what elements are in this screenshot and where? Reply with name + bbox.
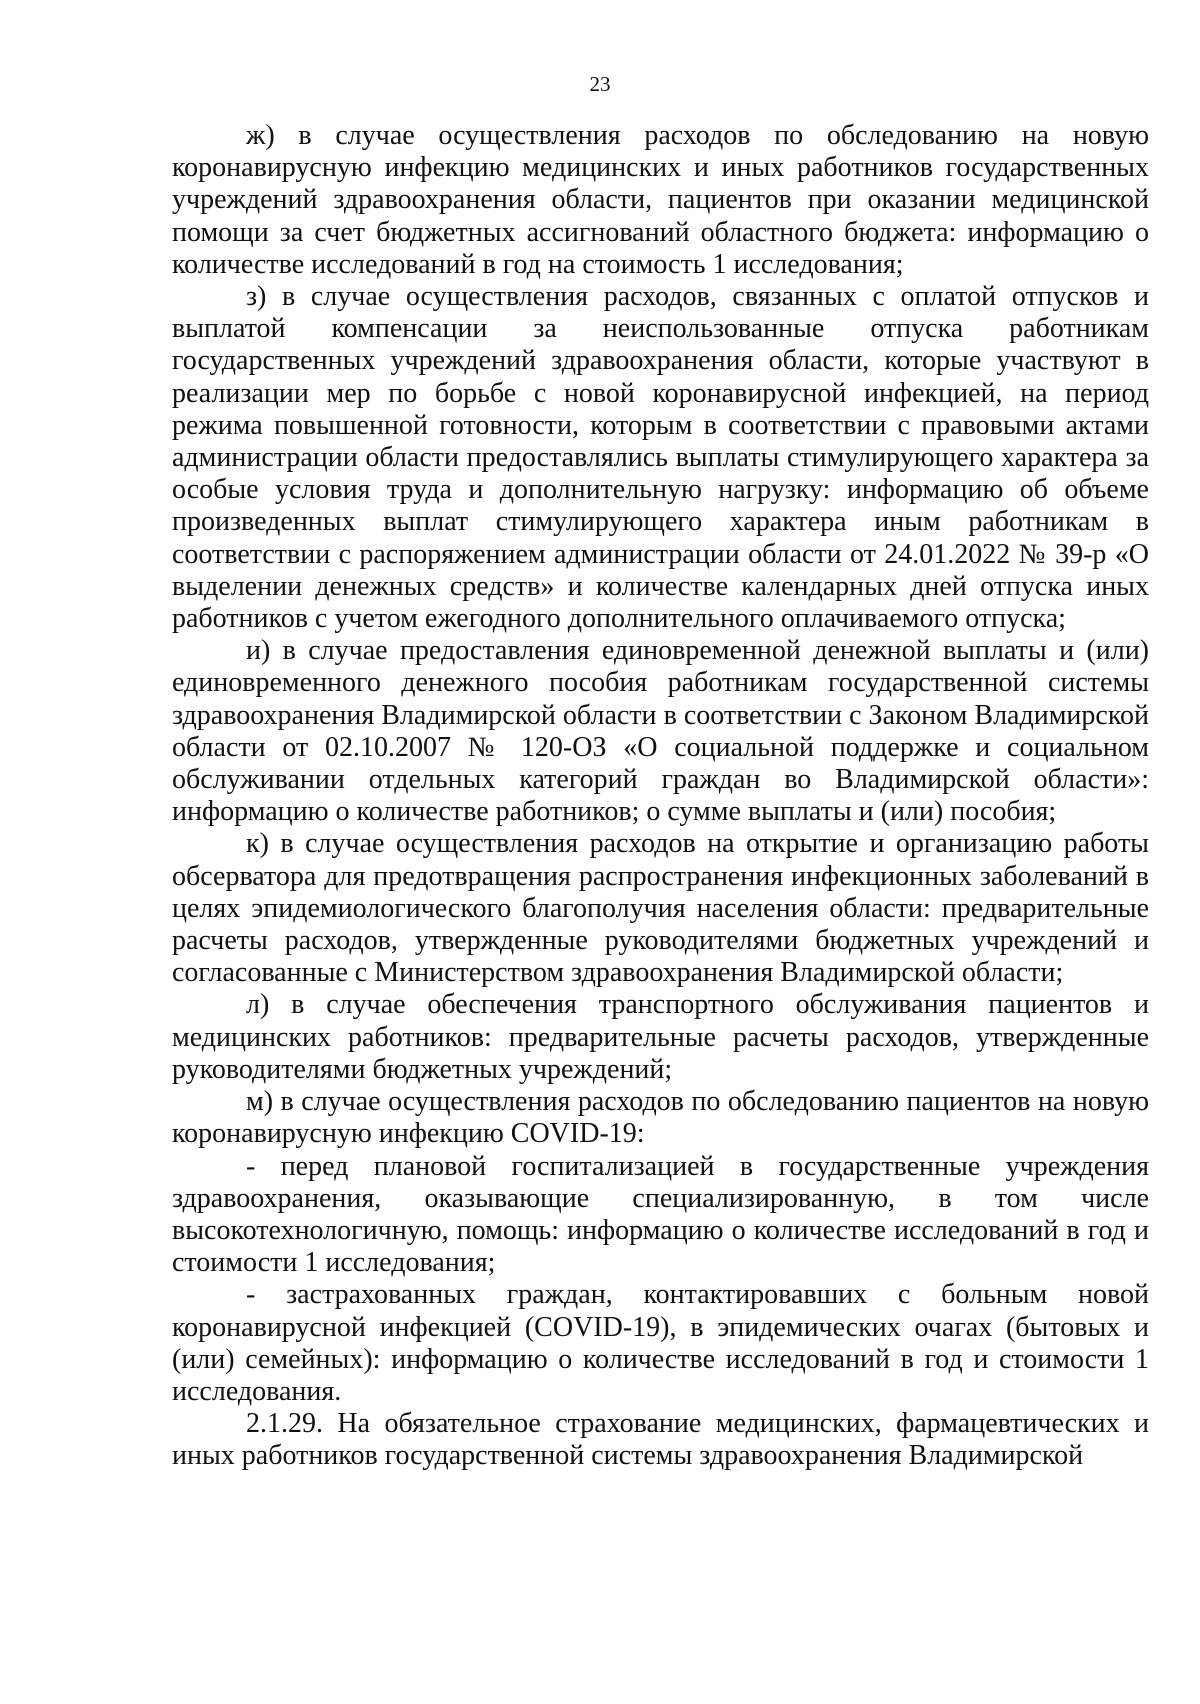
list-item-planned-hospitalization: - перед плановой госпитализацией в государственные учреждения здравоохранения, оказывающие специализированную, в том числе высокотехнологичную, помощь: информацию о количестве исследований в год и стоимости 1 исследования; [172,1150,1149,1279]
paragraph-l: л) в случае обеспечения транспортного обслуживания пациентов и медицинских работников: предварительные расчеты расходов, утвержденные руководителями бюджетных учреждений; [172,989,1149,1085]
paragraph-k: к) в случае осуществления расходов на открытие и организацию работы обсерватора для предотвращения распространения инфекционных заболеваний в целях эпидемиологического благополучия населения области: предварительные расчеты расходов, утвержденные руководителями бюджетных учреждений и согласованные с Министерством здравоохранения Владимирской области; [172,828,1149,989]
paragraph-2-1-29: 2.1.29. На обязательное страхование медицинских, фармацевтических и иных работников государственной системы здравоохранения Владимирской [172,1408,1149,1472]
paragraph-m: м) в случае осуществления расходов по обследованию пациентов на новую коронавирусную инфекцию COVID-19: [172,1086,1149,1150]
paragraph-zh: ж) в случае осуществления расходов по обследованию на новую коронавирусную инфекцию медицинских и иных работников государственных учреждений здравоохранения области, пациентов при оказании медицинской помощи за счет бюджетных ассигнований областного бюджета: информацию о количестве исследований в год на стоимость 1 исследования; [172,120,1149,280]
paragraph-z: з) в случае осуществления расходов, связанных с оплатой отпусков и выплатой компенсации за неиспользованные отпуска работникам государственных учреждений здравоохранения области, которые участвуют в реализации мер по борьбе с новой коронавирусной инфекцией, на период режима повышенной готовности, которым в соответствии с правовыми актами администрации области предоставлялись выплаты стимулирующего характера за особые условия труда и дополнительную нагрузку: информацию об объеме произведенных выплат стимулирующего характера иным работникам в соответствии с распоряжением администрации области от 24.01.2022 № 39-р «О выделении денежных средств» и количестве календарных дней отпуска иных работников с учетом ежегодного дополнительного оплачиваемого отпуска; [172,281,1149,635]
document-body [172,120,1149,1473]
page-number: 23 [589,72,611,96]
list-item-insured-contacts: - застрахованных граждан, контактировавших с больным новой коронавирусной инфекцией (COVID-19), в эпидемических очагах (бытовых и (или) семейных): информацию о количестве исследований в год и стоимости 1 исследования. [172,1279,1149,1407]
paragraph-i: и) в случае предоставления единовременной денежной выплаты и (или) единовременного денежного пособия работникам государственной системы здравоохранения Владимирской области в соответствии с Законом Владимирской области от 02.10.2007 № 120-ОЗ «О социальной поддержке и социальном обслуживании отдельных категорий граждан во Владимирской области»: информацию о количестве работников; о сумме выплаты и (или) пособия; [172,635,1149,828]
